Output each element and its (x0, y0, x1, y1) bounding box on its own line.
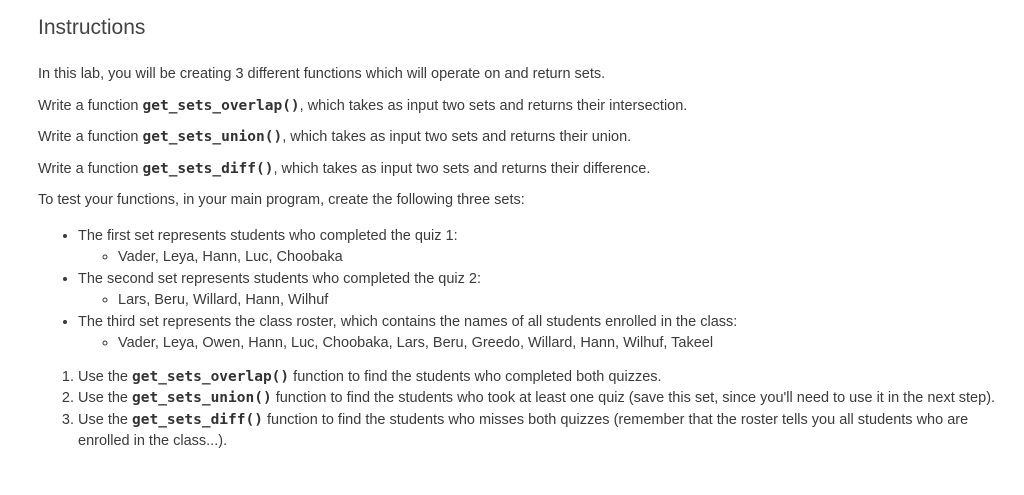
intro-paragraph: In this lab, you will be creating 3 different functions which will operate on and return sets. (38, 66, 606, 82)
step-suffix: function to find the students who completed both quizzes. (289, 368, 662, 385)
function-union-paragraph (38, 127, 1008, 149)
test-intro-paragraph: To test your functions, in your main program, create the following three sets: (38, 192, 525, 208)
set-members-list (78, 333, 1008, 355)
function-union-prefix: Write a function (38, 129, 143, 145)
steps-list (38, 367, 1008, 453)
function-union-suffix: , which takes as input two sets and returns their union. (282, 129, 632, 145)
function-overlap-prefix: Write a function (38, 97, 143, 114)
set-label: The first set represents students who completed the quiz 1: (78, 227, 458, 244)
step-code: get_sets_diff() (132, 411, 263, 428)
set-item-roster (78, 312, 1008, 355)
set-members-list (78, 247, 1008, 269)
step-item (78, 388, 1008, 410)
function-diff-paragraph (38, 159, 1008, 181)
step-item (78, 367, 1008, 389)
step-suffix: function to find the students who misses both quizzes (remember that the roster tells you all students who are enrolled in the class...). (78, 411, 969, 449)
set-members-list (78, 290, 1008, 312)
step-code: get_sets_union() (132, 390, 272, 406)
function-diff-prefix: Write a function (38, 160, 143, 177)
set-item-quiz2 (78, 269, 1008, 312)
step-prefix: Use the (78, 411, 132, 428)
set-members: ◦ Lars, Beru, Willard, Hann, Wilhuf (118, 290, 1008, 312)
step-item (78, 410, 1008, 453)
instructions-page (38, 12, 1008, 453)
function-diff-code: get_sets_diff() (142, 160, 274, 177)
page-title: Instructions (38, 16, 146, 39)
function-overlap-suffix: , which takes as input two sets and returns their intersection. (299, 97, 688, 114)
step-suffix: function to find the students who took at least one quiz (save this set, since you'll need to use it in the next step). (271, 390, 996, 406)
set-label: The third set represents the class roster, which contains the names of all students enrolled in the class: (78, 313, 738, 330)
function-diff-suffix: , which takes as input two sets and returns their difference. (273, 160, 651, 177)
set-item-quiz1 (78, 226, 1008, 269)
step-prefix: Use the (78, 390, 132, 406)
sets-list (38, 226, 1008, 355)
function-overlap-paragraph (38, 96, 1008, 118)
step-prefix: Use the (78, 368, 132, 385)
set-members: ◦ Vader, Leya, Owen, Hann, Luc, Choobaka, Lars, Beru, Greedo, Willard, Hann, Wilhuf, Takeel (118, 333, 1008, 355)
function-union-code: get_sets_union() (142, 129, 283, 145)
function-overlap-code: get_sets_overlap() (142, 97, 300, 114)
step-code: get_sets_overlap() (132, 368, 290, 385)
set-members: ◦ Vader, Leya, Hann, Luc, Choobaka (118, 247, 1008, 269)
set-label: The second set represents students who completed the quiz 2: (78, 270, 482, 287)
